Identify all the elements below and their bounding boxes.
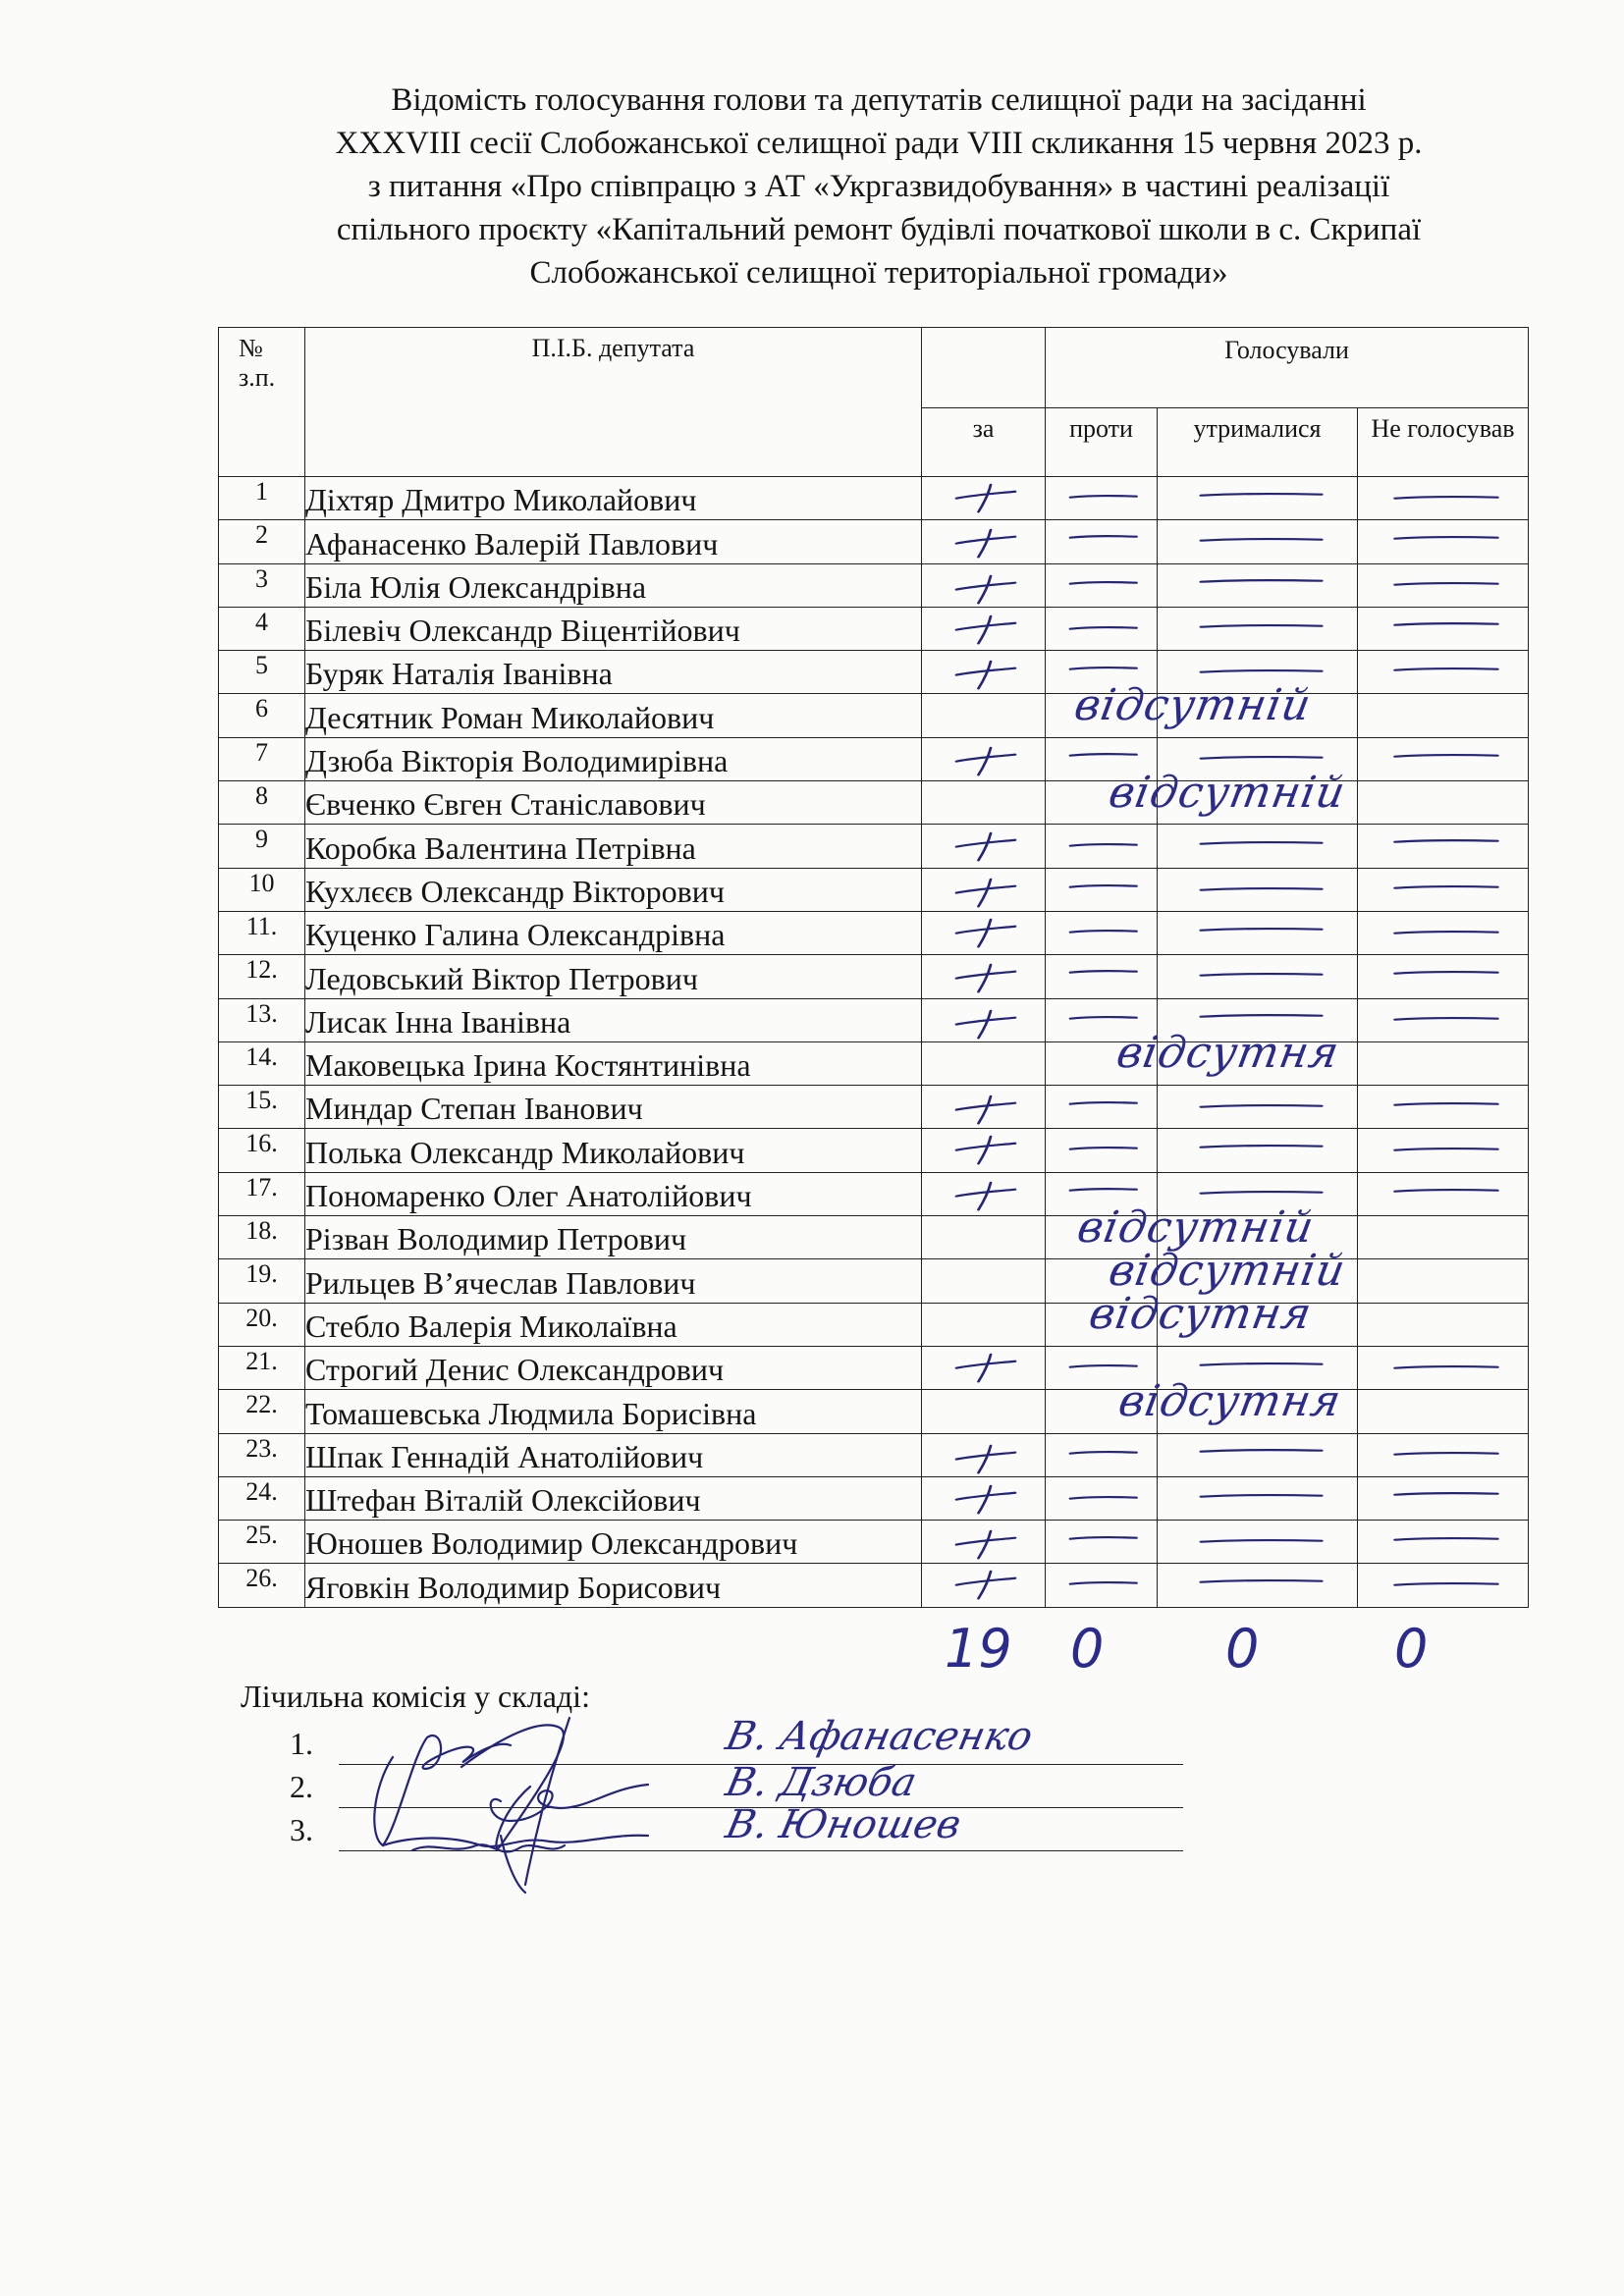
row-number: 20. bbox=[219, 1303, 305, 1346]
vote-cell-against bbox=[1046, 955, 1158, 998]
dash-mark-icon bbox=[1395, 1583, 1497, 1585]
vote-cell-not-voted bbox=[1358, 1129, 1529, 1172]
row-number: 1 bbox=[219, 477, 305, 520]
vote-cell-for bbox=[922, 563, 1046, 607]
vote-cell-not-voted bbox=[1358, 1433, 1529, 1476]
commission-heading: Лічильна комісія у складі: bbox=[241, 1679, 590, 1714]
dash-mark-icon bbox=[1070, 536, 1137, 538]
vote-cell-abstained bbox=[1158, 1086, 1358, 1129]
total-for: 19 bbox=[945, 1618, 1012, 1680]
deputy-name: Куценко Галина Олександрівна bbox=[305, 911, 922, 954]
vote-cell-for bbox=[922, 955, 1046, 998]
vote-cell-for bbox=[922, 911, 1046, 954]
table-row bbox=[219, 868, 1529, 911]
deputy-name: Діхтяр Дмитро Миколайович bbox=[305, 477, 922, 520]
vote-cell-for bbox=[922, 1041, 1046, 1085]
table-row bbox=[219, 1129, 1529, 1172]
row-number: 24. bbox=[219, 1476, 305, 1520]
header-against: проти bbox=[1046, 408, 1158, 477]
absent-note: відсутня bbox=[1085, 1289, 1317, 1340]
vote-cell-for bbox=[922, 825, 1046, 868]
dash-mark-icon bbox=[1202, 1015, 1322, 1017]
dash-mark-icon bbox=[1395, 1453, 1497, 1455]
vote-cell-for bbox=[922, 998, 1046, 1041]
vote-cell-abstained bbox=[1158, 955, 1358, 998]
vote-cell-against bbox=[1046, 1129, 1158, 1172]
dash-mark-icon bbox=[1070, 844, 1137, 846]
row-number: 16. bbox=[219, 1129, 305, 1172]
row-number: 10 bbox=[219, 868, 305, 911]
vote-cell-for bbox=[922, 607, 1046, 650]
commission-member-1: В. Афанасенко bbox=[722, 1714, 1037, 1759]
deputy-name: Лисак Інна Іванівна bbox=[305, 998, 922, 1041]
vote-cell-not-voted bbox=[1358, 998, 1529, 1041]
absent-note: відсутня bbox=[1112, 1028, 1344, 1079]
title-line-4: спільного проєкту «Капітальний ремонт будівлі початкової школи в с. Скрипаї bbox=[336, 212, 1422, 247]
vote-cell-not-voted bbox=[1358, 1086, 1529, 1129]
row-number: 23. bbox=[219, 1433, 305, 1476]
vote-cell-against bbox=[1046, 563, 1158, 607]
row-number: 7 bbox=[219, 737, 305, 780]
dash-mark-icon bbox=[1202, 494, 1322, 496]
deputy-name: Рильцев В’ячеслав Павлович bbox=[305, 1259, 922, 1303]
deputy-name: Біла Юлія Олександрівна bbox=[305, 563, 922, 607]
dash-mark-icon bbox=[1202, 757, 1322, 759]
table-row bbox=[219, 520, 1529, 563]
row-number: 4 bbox=[219, 607, 305, 650]
dash-mark-icon bbox=[1202, 539, 1322, 541]
row-number: 12. bbox=[219, 955, 305, 998]
dash-mark-icon bbox=[1395, 1148, 1497, 1150]
table-row bbox=[219, 911, 1529, 954]
header-empty bbox=[922, 328, 1046, 408]
row-number: 11. bbox=[219, 911, 305, 954]
deputy-name: Десятник Роман Миколайович bbox=[305, 694, 922, 737]
vote-cell-for bbox=[922, 477, 1046, 520]
vote-cell-for bbox=[922, 781, 1046, 825]
vote-cell-not-voted bbox=[1358, 825, 1529, 868]
dash-mark-icon bbox=[1202, 1192, 1322, 1194]
vote-cell-for bbox=[922, 1216, 1046, 1259]
dash-mark-icon bbox=[1070, 971, 1137, 973]
dash-mark-icon bbox=[1202, 1495, 1322, 1497]
row-number: 19. bbox=[219, 1259, 305, 1303]
deputy-name: Юношев Володимир Олександрович bbox=[305, 1521, 922, 1564]
table-row bbox=[219, 1521, 1529, 1564]
vote-cell-against bbox=[1046, 520, 1158, 563]
vote-cell-against bbox=[1046, 1564, 1158, 1607]
header-for: за bbox=[922, 408, 1046, 477]
header-not-voted: Не голосував bbox=[1358, 408, 1529, 477]
dash-mark-icon bbox=[1395, 840, 1497, 842]
vote-cell-abstained bbox=[1158, 1129, 1358, 1172]
commission-member-2: В. Дзюба bbox=[722, 1760, 921, 1805]
document-title bbox=[177, 79, 1581, 294]
dash-mark-icon bbox=[1395, 886, 1497, 888]
vote-cell-not-voted bbox=[1358, 1390, 1529, 1433]
vote-cell-for bbox=[922, 1086, 1046, 1129]
table-row bbox=[219, 1086, 1529, 1129]
absent-note: відсутній bbox=[1105, 1245, 1350, 1296]
signatures bbox=[353, 1698, 727, 1895]
vote-cell-abstained bbox=[1158, 911, 1358, 954]
row-number: 2 bbox=[219, 520, 305, 563]
vote-cell-for bbox=[922, 1433, 1046, 1476]
dash-mark-icon bbox=[1202, 888, 1322, 890]
absent-note: відсутній bbox=[1073, 1201, 1319, 1253]
vote-cell-for bbox=[922, 1390, 1046, 1433]
vote-cell-not-voted bbox=[1358, 1476, 1529, 1520]
dash-mark-icon bbox=[1202, 1147, 1322, 1148]
dash-mark-icon bbox=[1070, 1497, 1137, 1499]
vote-cell-abstained bbox=[1158, 520, 1358, 563]
vote-cell-abstained bbox=[1158, 825, 1358, 868]
vote-cell-against bbox=[1046, 868, 1158, 911]
deputy-name: Штефан Віталій Олексійович bbox=[305, 1476, 922, 1520]
dash-mark-icon bbox=[1202, 625, 1322, 627]
dash-mark-icon bbox=[1070, 1102, 1137, 1104]
dash-mark-icon bbox=[1070, 754, 1137, 756]
dash-mark-icon bbox=[1395, 1103, 1497, 1105]
dash-mark-icon bbox=[1395, 932, 1497, 934]
dash-mark-icon bbox=[1070, 627, 1137, 629]
vote-cell-abstained bbox=[1158, 1433, 1358, 1476]
vote-cell-for bbox=[922, 737, 1046, 780]
dash-mark-icon bbox=[1395, 668, 1497, 670]
vote-cell-not-voted bbox=[1358, 651, 1529, 694]
dash-mark-icon bbox=[1202, 842, 1322, 844]
row-number: 5 bbox=[219, 651, 305, 694]
title-line-5: Слобожанської селищної територіальної громади» bbox=[529, 255, 1228, 291]
deputy-name: Різван Володимир Петрович bbox=[305, 1216, 922, 1259]
dash-mark-icon bbox=[1202, 1105, 1322, 1107]
vote-cell-for bbox=[922, 1303, 1046, 1346]
dash-mark-icon bbox=[1395, 1366, 1497, 1368]
dash-mark-icon bbox=[1070, 496, 1137, 498]
vote-cell-abstained bbox=[1158, 1521, 1358, 1564]
deputy-name: Маковецька Ірина Костянтинівна bbox=[305, 1041, 922, 1085]
deputy-name: Строгий Денис Олександрович bbox=[305, 1346, 922, 1389]
dash-mark-icon bbox=[1070, 1452, 1137, 1454]
vote-cell-not-voted bbox=[1358, 607, 1529, 650]
vote-cell-not-voted bbox=[1358, 1172, 1529, 1215]
deputy-name: Дзюба Вікторія Володимирівна bbox=[305, 737, 922, 780]
deputy-name: Миндар Степан Іванович bbox=[305, 1086, 922, 1129]
total-against: 0 bbox=[1070, 1618, 1105, 1680]
vote-cell-not-voted bbox=[1358, 1303, 1529, 1346]
dash-mark-icon bbox=[1202, 1450, 1322, 1452]
row-number: 9 bbox=[219, 825, 305, 868]
vote-cell-for bbox=[922, 868, 1046, 911]
vote-cell-for bbox=[922, 1476, 1046, 1520]
vote-cell-not-voted bbox=[1358, 911, 1529, 954]
row-number: 3 bbox=[219, 563, 305, 607]
vote-cell-against bbox=[1046, 1476, 1158, 1520]
dash-mark-icon bbox=[1202, 580, 1322, 582]
absent-note: відсутній bbox=[1070, 679, 1316, 730]
deputy-name: Яговкін Володимир Борисович bbox=[305, 1564, 922, 1607]
table-row bbox=[219, 1172, 1529, 1215]
signature-1-icon bbox=[374, 1725, 564, 1848]
vote-cell-for bbox=[922, 1346, 1046, 1389]
vote-cell-not-voted bbox=[1358, 520, 1529, 563]
table-row bbox=[219, 477, 1529, 520]
vote-cell-not-voted bbox=[1358, 737, 1529, 780]
header-abstained: утрималися bbox=[1158, 408, 1358, 477]
table-row bbox=[219, 825, 1529, 868]
vote-cell-not-voted bbox=[1358, 477, 1529, 520]
table-row bbox=[219, 563, 1529, 607]
row-number: 21. bbox=[219, 1346, 305, 1389]
dash-mark-icon bbox=[1070, 1189, 1137, 1191]
vote-cell-abstained bbox=[1158, 477, 1358, 520]
title-line-1: Відомість голосування голови та депутатів селищної ради на засіданні bbox=[391, 82, 1367, 118]
vote-cell-not-voted bbox=[1358, 1259, 1529, 1303]
vote-cell-not-voted bbox=[1358, 563, 1529, 607]
dash-mark-icon bbox=[1395, 537, 1497, 539]
vote-cell-not-voted bbox=[1358, 1041, 1529, 1085]
vote-cell-for bbox=[922, 1564, 1046, 1607]
dash-mark-icon bbox=[1395, 1190, 1497, 1192]
table-row bbox=[219, 651, 1529, 694]
vote-cell-against bbox=[1046, 1086, 1158, 1129]
dash-mark-icon bbox=[1395, 755, 1497, 757]
header-number: № з.п. bbox=[219, 328, 305, 477]
vote-cell-not-voted bbox=[1358, 955, 1529, 998]
row-number: 17. bbox=[219, 1172, 305, 1215]
total-abstained: 0 bbox=[1225, 1618, 1260, 1680]
vote-cell-for bbox=[922, 651, 1046, 694]
dash-mark-icon bbox=[1070, 931, 1137, 933]
dash-mark-icon bbox=[1395, 583, 1497, 585]
vote-cell-abstained bbox=[1158, 1564, 1358, 1607]
vote-cell-for bbox=[922, 520, 1046, 563]
vote-cell-abstained bbox=[1158, 607, 1358, 650]
dash-mark-icon bbox=[1070, 1582, 1137, 1584]
table-row bbox=[219, 694, 1529, 737]
vote-cell-not-voted bbox=[1358, 1521, 1529, 1564]
vote-cell-against bbox=[1046, 911, 1158, 954]
dash-mark-icon bbox=[1070, 582, 1137, 584]
vote-cell-not-voted bbox=[1358, 1216, 1529, 1259]
vote-cell-not-voted bbox=[1358, 1346, 1529, 1389]
table-row bbox=[219, 1476, 1529, 1520]
vote-cell-abstained bbox=[1158, 868, 1358, 911]
row-number: 18. bbox=[219, 1216, 305, 1259]
deputy-name: Білевіч Олександр Віцентійович bbox=[305, 607, 922, 650]
dash-mark-icon bbox=[1202, 1580, 1322, 1582]
row-number: 26. bbox=[219, 1564, 305, 1607]
vote-cell-against bbox=[1046, 1433, 1158, 1476]
deputy-name: Стебло Валерія Миколаївна bbox=[305, 1303, 922, 1346]
dash-mark-icon bbox=[1070, 1365, 1137, 1367]
vote-cell-abstained bbox=[1158, 1476, 1358, 1520]
absent-note: відсутній bbox=[1105, 767, 1350, 818]
dash-mark-icon bbox=[1070, 667, 1137, 669]
dash-mark-icon bbox=[1202, 1540, 1322, 1542]
vote-cell-for bbox=[922, 1172, 1046, 1215]
deputy-name: Кухлєєв Олександр Вікторович bbox=[305, 868, 922, 911]
table-row bbox=[219, 607, 1529, 650]
deputy-name: Буряк Наталія Іванівна bbox=[305, 651, 922, 694]
title-line-2: XXXVIII сесії Слобожанської селищної ради VIII скликання 15 червня 2023 р. bbox=[335, 126, 1423, 161]
vote-cell-not-voted bbox=[1358, 1564, 1529, 1607]
dash-mark-icon bbox=[1395, 623, 1497, 625]
vote-cell-for bbox=[922, 694, 1046, 737]
commission-index-3: 3. bbox=[290, 1812, 313, 1847]
dash-mark-icon bbox=[1395, 972, 1497, 974]
vote-cell-for bbox=[922, 1129, 1046, 1172]
table-row bbox=[219, 955, 1529, 998]
header-voted: Голосували bbox=[1046, 328, 1529, 408]
vote-cell-against bbox=[1046, 477, 1158, 520]
header-name: П.І.Б. депутата bbox=[305, 328, 922, 477]
dash-mark-icon bbox=[1202, 1363, 1322, 1365]
row-number: 8 bbox=[219, 781, 305, 825]
vote-cell-for bbox=[922, 1521, 1046, 1564]
vote-cell-against bbox=[1046, 607, 1158, 650]
row-number: 6 bbox=[219, 694, 305, 737]
vote-cell-not-voted bbox=[1358, 781, 1529, 825]
total-not-voted: 0 bbox=[1394, 1618, 1429, 1680]
deputy-name: Ледовський Віктор Петрович bbox=[305, 955, 922, 998]
title-line-3: з питання «Про співпрацю з АТ «Укргазвидобування» в частині реалізації bbox=[367, 169, 1390, 204]
vote-cell-against bbox=[1046, 825, 1158, 868]
table-row bbox=[219, 1433, 1529, 1476]
row-number: 22. bbox=[219, 1390, 305, 1433]
dash-mark-icon bbox=[1070, 885, 1137, 887]
dash-mark-icon bbox=[1070, 1537, 1137, 1539]
row-number: 25. bbox=[219, 1521, 305, 1564]
dash-mark-icon bbox=[1395, 1018, 1497, 1020]
dash-mark-icon bbox=[1070, 1148, 1137, 1149]
deputy-name: Коробка Валентина Петрівна bbox=[305, 825, 922, 868]
vote-cell-against bbox=[1046, 1521, 1158, 1564]
row-number: 14. bbox=[219, 1041, 305, 1085]
deputy-name: Пономаренко Олег Анатолійович bbox=[305, 1172, 922, 1215]
commission-member-3: В. Юношев bbox=[722, 1802, 965, 1847]
commission-index-2: 2. bbox=[290, 1769, 313, 1804]
dash-mark-icon bbox=[1070, 1017, 1137, 1019]
deputy-name: Євченко Євген Станіславович bbox=[305, 781, 922, 825]
row-number: 15. bbox=[219, 1086, 305, 1129]
vote-cell-abstained bbox=[1158, 563, 1358, 607]
dash-mark-icon bbox=[1202, 929, 1322, 931]
deputy-name: Шпак Геннадій Анатолійович bbox=[305, 1433, 922, 1476]
vote-cell-not-voted bbox=[1358, 868, 1529, 911]
dash-mark-icon bbox=[1202, 974, 1322, 976]
vote-cell-for bbox=[922, 1259, 1046, 1303]
dash-mark-icon bbox=[1395, 1538, 1497, 1540]
absent-note: відсутня bbox=[1114, 1375, 1346, 1426]
row-number: 13. bbox=[219, 998, 305, 1041]
dash-mark-icon bbox=[1395, 497, 1497, 499]
dash-mark-icon bbox=[1395, 1493, 1497, 1495]
table-row bbox=[219, 1303, 1529, 1346]
deputy-name: Полька Олександр Миколайович bbox=[305, 1129, 922, 1172]
deputy-name: Афанасенко Валерій Павлович bbox=[305, 520, 922, 563]
table-row bbox=[219, 1564, 1529, 1607]
commission-index-1: 1. bbox=[290, 1726, 313, 1761]
vote-cell-not-voted bbox=[1358, 694, 1529, 737]
dash-mark-icon bbox=[1202, 670, 1322, 672]
deputy-name: Томашевська Людмила Борисівна bbox=[305, 1390, 922, 1433]
